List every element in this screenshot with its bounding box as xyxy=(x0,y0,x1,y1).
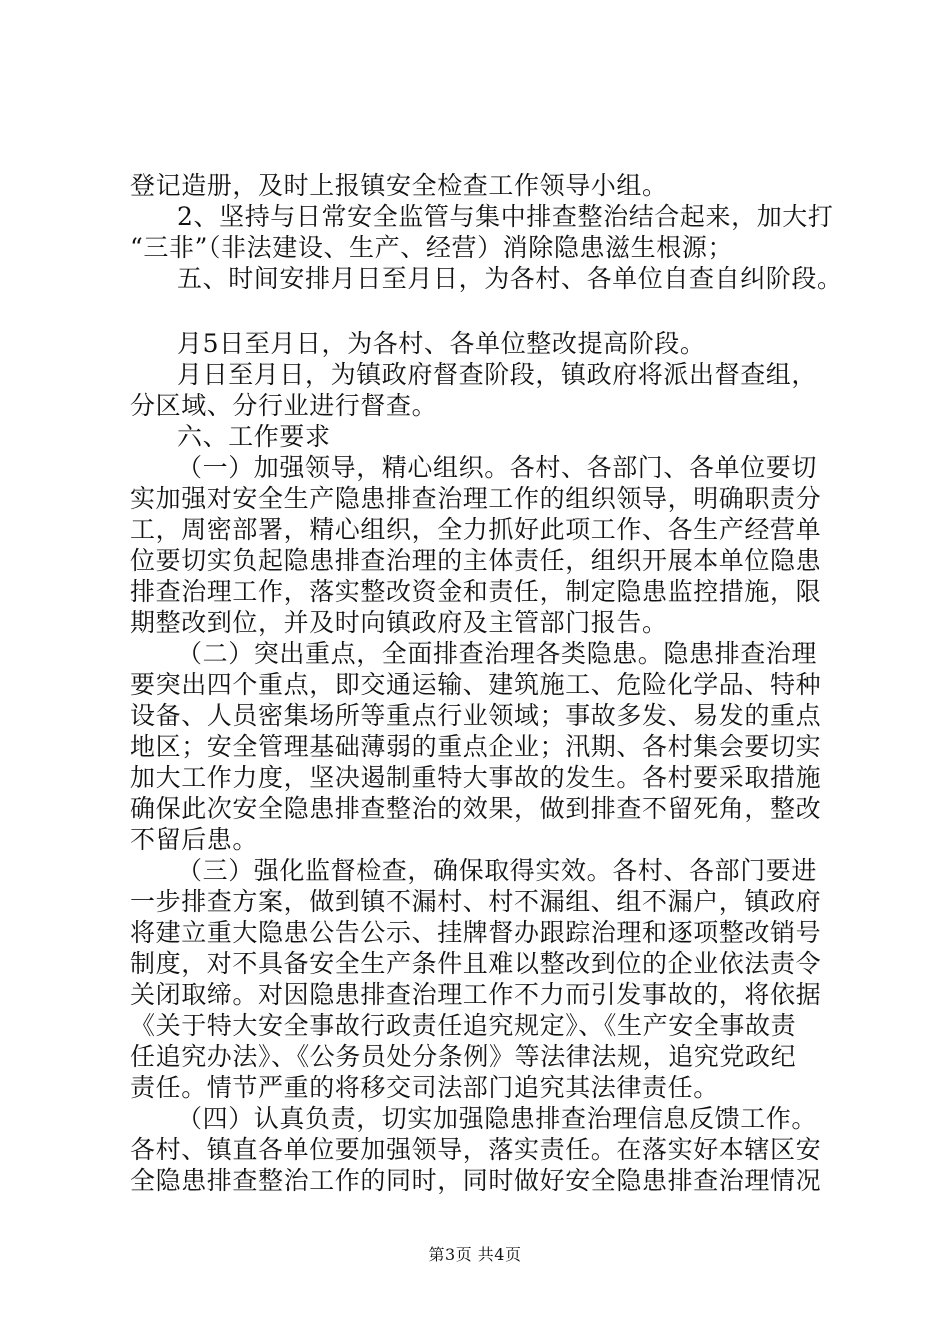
page-number-footer: 第3页 共4页 xyxy=(428,1245,522,1264)
paragraph-line: 各村、镇直各单位要加强领导，落实责任。在落实好本辖区安 xyxy=(130,1135,822,1164)
paragraph-line: 将建立重大隐患公告公示、挂牌督办跟踪治理和逐项整改销号 xyxy=(130,918,822,947)
paragraph-line: 责任。情节严重的将移交司法部门追究其法律责任。 xyxy=(130,1073,719,1102)
paragraph-line: 实加强对安全生产隐患排查治理工作的组织领导，明确职责分 xyxy=(130,484,822,513)
paragraph-line: 排查治理工作，落实整改资金和责任，制定隐患监控措施，限 xyxy=(130,577,822,606)
paragraph-line: 确保此次安全隐患排查整治的效果，做到排查不留死角，整改 xyxy=(130,794,822,823)
paragraph-line: （三）强化监督检查，确保取得实效。各村、各部门要进 xyxy=(177,856,818,885)
paragraph-line: （四）认真负责，切实加强隐患排查治理信息反馈工作。 xyxy=(177,1104,818,1133)
paragraph-line: 任追究办法》、《公务员处分条例》等法律法规，追究党政纪 xyxy=(130,1042,797,1071)
paragraph-line: （一）加强领导，精心组织。各村、各部门、各单位要切 xyxy=(177,453,818,482)
paragraph-line: 位要切实负起隐患排查治理的主体责任，组织开展本单位隐患 xyxy=(130,546,822,575)
paragraph-line: 关闭取缔。对因隐患排查治理工作不力而引发事故的，将依据 xyxy=(130,980,822,1009)
paragraph-line: 制度，对不具备安全生产条件且难以整改到位的企业依法责令 xyxy=(130,949,822,978)
paragraph-line: 期整改到位，并及时向镇政府及主管部门报告。 xyxy=(130,608,668,637)
paragraph-line: 月日至月日，为镇政府督查阶段，镇政府将派出督查组， xyxy=(177,360,818,389)
paragraph-line: 全隐患排查整治工作的同时，同时做好安全隐患排查治理情况 xyxy=(130,1166,822,1195)
paragraph-line: 一步排查方案，做到镇不漏村、村不漏组、组不漏户，镇政府 xyxy=(130,887,822,916)
paragraph-line: 月5日至月日，为各村、各单位整改提高阶段。 xyxy=(177,329,706,358)
paragraph-line: 要突出四个重点，即交通运输、建筑施工、危险化学品、特种 xyxy=(130,670,822,699)
paragraph-line: 地区；安全管理基础薄弱的重点企业；汛期、各村集会要切实 xyxy=(130,732,822,761)
paragraph-line: （二）突出重点，全面排查治理各类隐患。隐患排查治理 xyxy=(177,639,818,668)
paragraph-line: 不留后患。 xyxy=(130,825,259,854)
paragraph-line: 设备、人员密集场所等重点行业领域；事故多发、易发的重点 xyxy=(130,701,822,730)
paragraph-line: 工，周密部署，精心组织，全力抓好此项工作、各生产经营单 xyxy=(130,515,822,544)
section-heading: 六、工作要求 xyxy=(177,422,331,451)
paragraph-line: 2、坚持与日常安全监管与集中排查整治结合起来，加大打 xyxy=(177,202,834,231)
paragraph-line: 分区域、分行业进行督查。 xyxy=(130,391,438,420)
paragraph-line: “三非”（非法建设、生产、经营）消除隐患滋生根源； xyxy=(130,233,734,262)
paragraph-line: 登记造册，及时上报镇安全检查工作领导小组。 xyxy=(130,171,668,200)
paragraph-line: 加大工作力度，坚决遏制重特大事故的发生。各村要采取措施 xyxy=(130,763,822,792)
paragraph-line: 《关于特大安全事故行政责任追究规定》、《生产安全事故责 xyxy=(130,1011,797,1040)
section-heading: 五、时间安排月日至月日，为各村、各单位自查自纠阶段。 xyxy=(177,264,843,293)
